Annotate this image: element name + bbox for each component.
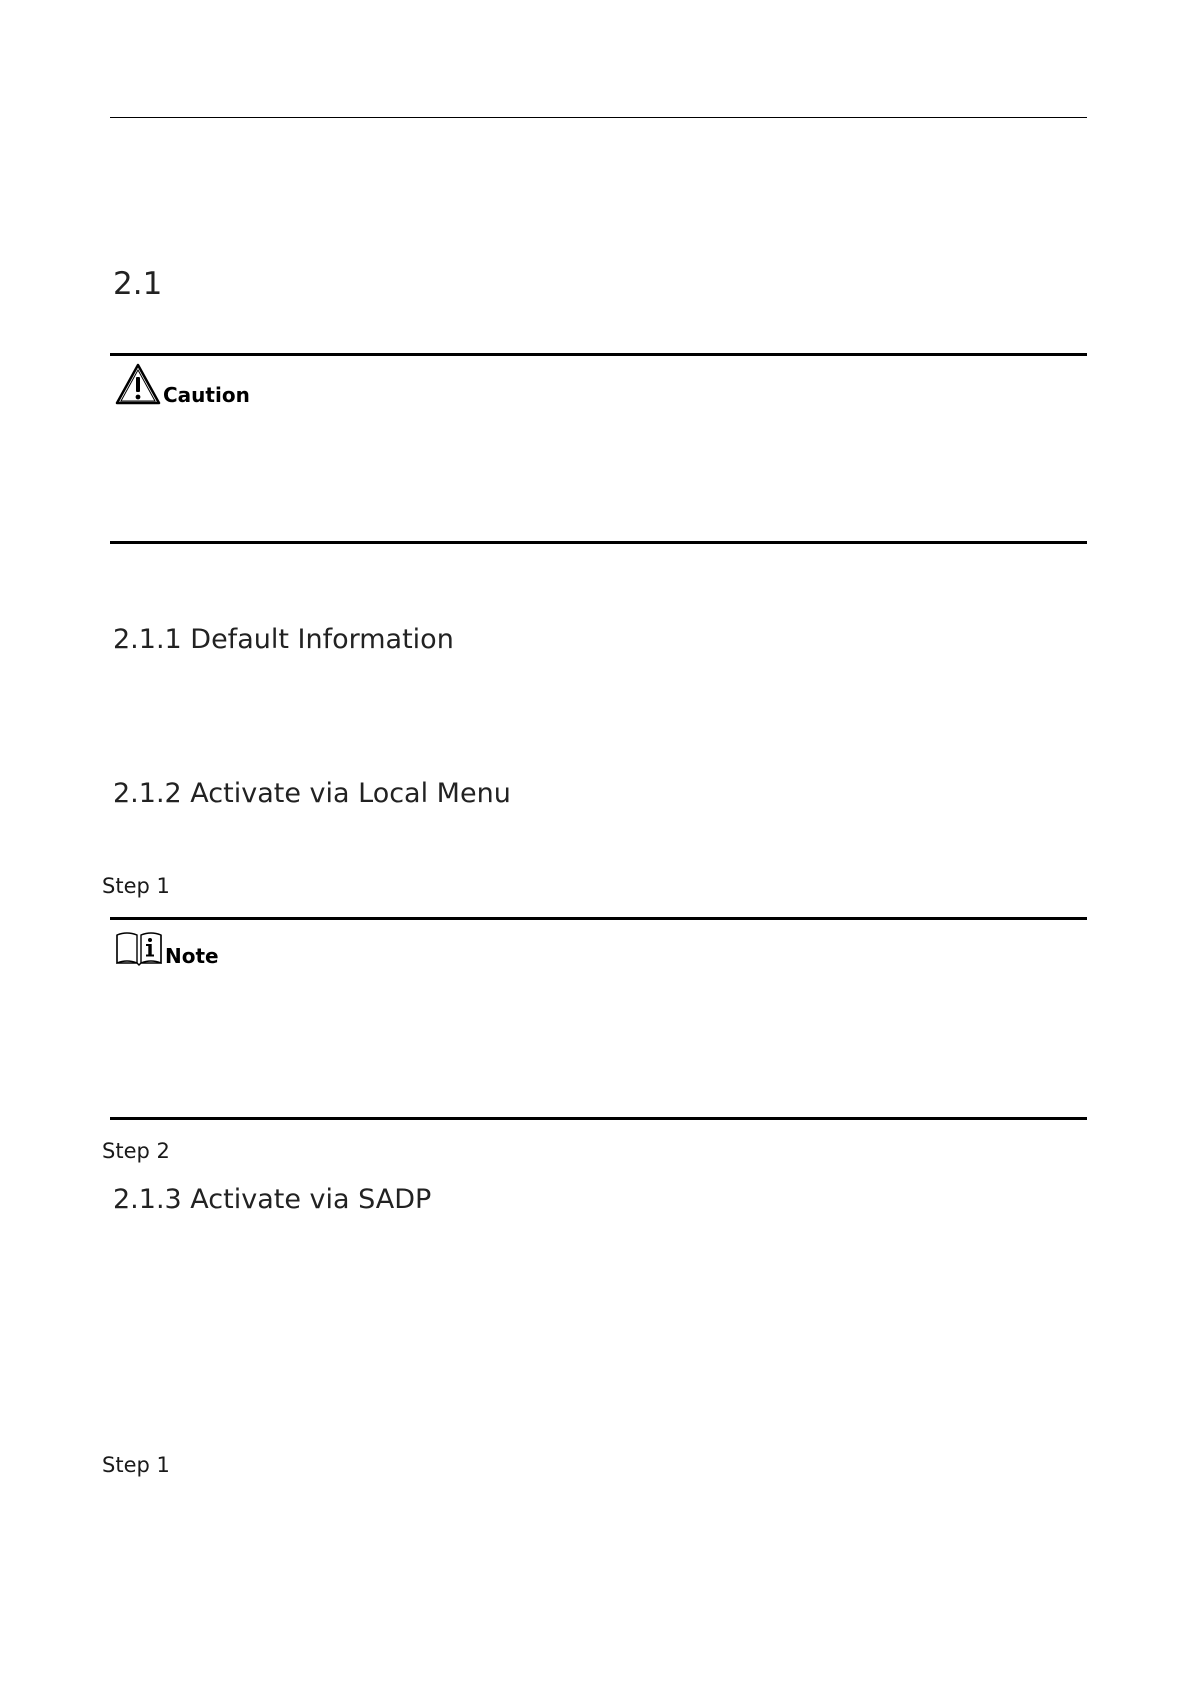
caution-bottom-rule — [110, 541, 1087, 544]
note-header — [115, 921, 219, 967]
header-rule — [110, 117, 1087, 118]
note-top-rule — [110, 917, 1087, 920]
step-label: Step 2 — [102, 1139, 170, 1163]
subsection-heading-activate-local-menu: 2.1.2 Activate via Local Menu — [113, 778, 511, 809]
caution-header — [115, 360, 250, 406]
caution-top-rule — [110, 353, 1087, 356]
section-heading: 2.1 — [113, 266, 163, 302]
subsection-heading-default-information: 2.1.1 Default Information — [113, 624, 454, 655]
note-bottom-rule — [110, 1117, 1087, 1120]
subsection-heading-activate-sadp: 2.1.3 Activate via SADP — [113, 1184, 432, 1215]
step-label: Step 1 — [102, 874, 170, 898]
info-book-icon — [115, 929, 163, 967]
caution-label: Caution — [163, 383, 250, 407]
step-label: Step 1 — [102, 1453, 170, 1477]
warning-triangle-icon — [115, 362, 161, 406]
note-label: Note — [165, 944, 219, 968]
